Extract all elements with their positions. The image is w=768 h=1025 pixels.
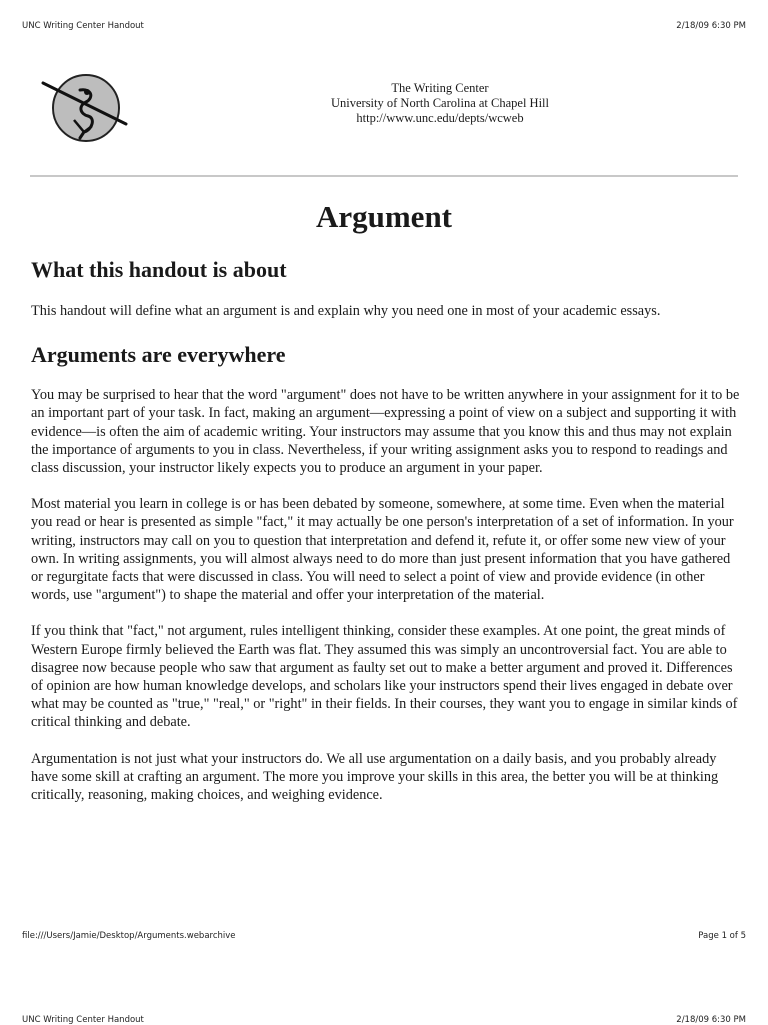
body-paragraph: If you think that "fact," not argument, rules intelligent thinking, consider these examples. At one point, the great minds of Western Europe firmly believed the Earth was flat. They assumed this was simply an uncontroversial fact. You are able to disagree now because people who saw that argument as faulty set out to make a better argument and proved it. Differences of opinion are how human knowledge develops, and scholars like your instructors spend their lives engaged in debate over what may be counted as "true," "real," or "right" in their fields. In their courses, they want you to engage in similar kinds of critical thinking and debate. [31, 623, 738, 731]
about-paragraph: This handout will define what an argument is and explain why you need one in most of your academic essays. [31, 303, 661, 319]
body-paragraph: You may be surprised to hear that the word "argument" does not have to be written anywhere in your assignment for it to be an important part of your task. In fact, making an argument—expressing a point of view on a subject and supporting it with evidence—is often the aim of academic writing. Your instructors may assume that you know this and thus may not explain the importance of arguments to you in class. Nevertheless, if your writing assignment asks you to respond to readings and class discussion, your instructor likely expects you to produce an argument in your paper. [31, 387, 740, 477]
section-heading-everywhere: Arguments are everywhere [31, 342, 286, 368]
print-header-datetime: 2/18/09 6:30 PM [676, 21, 746, 31]
masthead [300, 81, 580, 126]
body-paragraph: Argumentation is not just what your instructors do. We all use argumentation on a daily basis, and you probably already have some skill at crafting an argument. The more you improve your skills in this area, the better you will be at thinking critically, reasoning, making choices, and weighing evidence. [31, 750, 719, 804]
writing-center-logo [40, 68, 130, 146]
masthead-url[interactable]: http://www.unc.edu/depts/wcweb [356, 111, 524, 125]
masthead-university: University of North Carolina at Chapel Hill [330, 96, 549, 110]
page-title: Argument [315, 199, 453, 234]
print-header [22, 21, 746, 31]
print-footer-file-path: file:///Users/Jamie/Desktop/Arguments.webarchive [22, 931, 236, 941]
print-footer-page-number: Page 1 of 5 [698, 931, 746, 941]
print-footer [22, 931, 746, 941]
print-header-title: UNC Writing Center Handout [22, 21, 144, 31]
print-header-datetime: 2/18/09 6:30 PM [676, 1015, 746, 1025]
header-divider [30, 175, 738, 177]
handout-body [31, 254, 741, 804]
masthead-org: The Writing Center [391, 81, 489, 95]
body-paragraph: Most material you learn in college is or has been debated by someone, somewhere, at some time. Even when the material you read or hear is presented as simple "fact," it may actually be one person's interpretation of a set of information. In your writing, instructors may call on you to question that interpretation and defend it, refute it, or offer some new view of your own. In writing assignments, you will almost always need to do more than just present information that you have gathered or regurgitate facts that were discussed in class. You will need to select a point of view and provide evidence (in other words, use "argument") to shape the material and offer your interpretation of the material. [31, 496, 734, 604]
print-header-title: UNC Writing Center Handout [22, 1015, 144, 1025]
section-heading-about: What this handout is about [31, 257, 287, 282]
